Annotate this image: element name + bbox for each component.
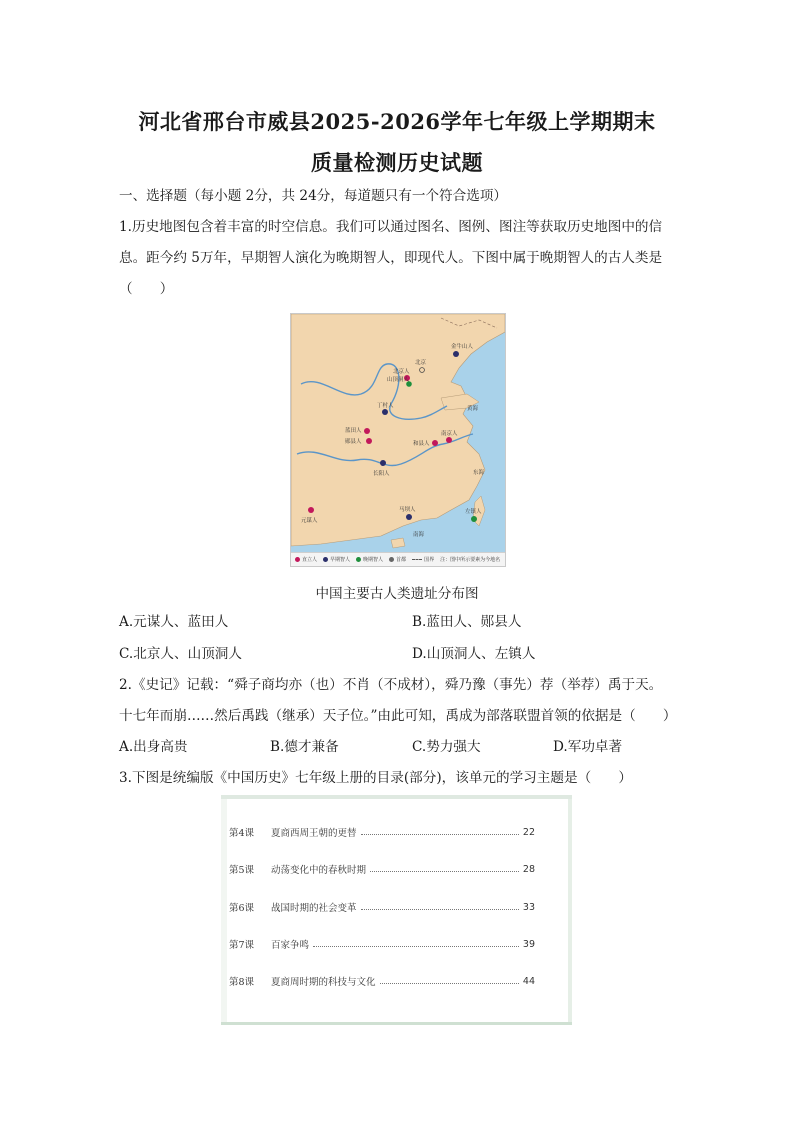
- toc-lesson-number: 第4课: [229, 828, 255, 839]
- site-label-beijing: 北京: [415, 360, 427, 366]
- toc-lesson-title: 夏商西周王朝的更替: [271, 828, 357, 839]
- site-label-yuanmou: 元谋人: [301, 518, 318, 524]
- toc-page-number: 22: [522, 826, 535, 838]
- q2-option-c: C.势力强大: [412, 739, 481, 755]
- q1-text-line3: （ ）: [119, 281, 174, 297]
- site-label-lantian: 蓝田人: [345, 428, 362, 434]
- map-caption: 中国主要古人类遗址分布图: [315, 586, 479, 602]
- q2-option-b: B.德才兼备: [270, 739, 339, 755]
- legend-border: 国界: [412, 556, 434, 563]
- site-marker-zuozhen: [471, 516, 477, 522]
- map-legend: [291, 552, 505, 566]
- toc-page-number: 33: [522, 901, 535, 913]
- toc-row: [229, 974, 535, 988]
- toc-page-number: 39: [522, 938, 535, 950]
- document-title-line2: 质量检测历史试题: [311, 150, 483, 175]
- q2-option-d: D.军功卓著: [553, 739, 623, 755]
- site-marker-yunxian: [366, 438, 372, 444]
- toc-lesson-title: 夏商周时期的科技与文化: [271, 977, 376, 988]
- toc-row: [229, 900, 535, 914]
- toc-dot-leader: [361, 909, 519, 910]
- q1-option-c: C.北京人、山顶洞人: [119, 646, 242, 662]
- site-label-upper-cave: 山顶洞人: [387, 377, 410, 383]
- toc-lesson-number: 第5课: [229, 865, 255, 876]
- water-label-nanhai: 南海: [413, 532, 425, 538]
- legend-dash-icon: [412, 559, 422, 560]
- site-label-hexian: 和县人: [413, 441, 430, 447]
- site-label-yunxian: 郧县人: [345, 439, 362, 445]
- site-marker-changyang: [380, 460, 386, 466]
- legend-dot-icon: [295, 557, 300, 562]
- toc-page-number: 44: [522, 975, 535, 987]
- toc-row: [229, 825, 535, 839]
- toc-page-number: 28: [522, 863, 535, 875]
- site-label-dingcun: 丁村人: [377, 403, 394, 409]
- legend-dot-icon: [389, 557, 394, 562]
- site-marker-jinniushan: [453, 351, 459, 357]
- toc-lesson-title: 战国时期的社会变革: [271, 903, 357, 914]
- water-label-huanghai: 黄海: [467, 406, 479, 412]
- toc-lesson-number: 第7课: [229, 940, 255, 951]
- toc-lesson-title: 百家争鸣: [271, 940, 310, 951]
- site-label-maba: 马坝人: [399, 507, 416, 513]
- q2-option-a: A.出身高贵: [119, 739, 188, 755]
- toc-dot-leader: [313, 946, 519, 947]
- toc-dot-leader: [370, 871, 519, 872]
- legend-note: 注：图中所示要素为今地名: [440, 557, 501, 563]
- site-label-peking-man: 北京人: [393, 369, 410, 375]
- ancient-human-sites-map: [290, 313, 506, 567]
- site-label-jinniushan: 金牛山人: [451, 344, 474, 350]
- toc-lesson-number: 第6课: [229, 903, 255, 914]
- q1-text-line1: 1.历史地图包含着丰富的时空信息。我们可以通过图名、图例、图注等获取历史地图中的信: [119, 219, 663, 235]
- q1-option-d: D.山顶洞人、左镇人: [412, 646, 536, 662]
- legend-capital: 首都: [389, 556, 406, 563]
- document-title-line1: 河北省邢台市威县2025-2026学年七年级上学期期末: [138, 109, 656, 134]
- water-label-donghai: 东海: [473, 470, 485, 476]
- legend-homo-erectus: 直立人: [295, 556, 317, 563]
- legend-late-sapiens: 晚期智人: [356, 556, 383, 563]
- toc-dot-leader: [380, 983, 519, 984]
- site-label-zuozhen: 左镇人: [465, 509, 482, 515]
- q2-text-line1: 2.《史记》记载：“舜子商均亦（也）不肖（不成材），舜乃豫（事先）荐（举荐）禹于天。: [119, 677, 663, 693]
- legend-dot-icon: [323, 557, 328, 562]
- toc-row: [229, 937, 535, 951]
- site-marker-lantian: [364, 428, 370, 434]
- toc-dot-leader: [361, 834, 519, 835]
- site-label-changyang: 长阳人: [373, 471, 390, 477]
- site-marker-maba: [406, 514, 412, 520]
- q2-text-line2: 十七年而崩……然后禹践（继承）天子位。”由此可知，禹成为部落联盟首领的依据是（ ）: [119, 708, 677, 724]
- q1-option-b: B.蓝田人、郧县人: [412, 614, 522, 630]
- textbook-contents-image: [221, 795, 572, 1023]
- toc-lesson-number: 第8课: [229, 977, 255, 988]
- section-heading: 一、选择题（每小题 2分，共 24分，每道题只有一个符合选项）: [119, 188, 508, 204]
- site-marker-yuanmou: [308, 507, 314, 513]
- toc-lesson-title: 动荡变化中的春秋时期: [271, 865, 367, 876]
- q1-option-a: A.元谋人、蓝田人: [119, 614, 229, 630]
- site-label-nanjing: 南京人: [441, 431, 458, 437]
- legend-dot-icon: [356, 557, 361, 562]
- q3-text-line1: 3.下图是统编版《中国历史》七年级上册的目录(部分)，该单元的学习主题是（ ）: [119, 770, 632, 786]
- site-marker-hexian: [432, 440, 438, 446]
- site-marker-dingcun: [382, 409, 388, 415]
- legend-early-sapiens: 早期智人: [323, 556, 350, 563]
- q1-text-line2: 息。距今约 5万年，早期智人演化为晚期智人，即现代人。下图中属于晚期智人的古人类是: [119, 250, 663, 266]
- site-marker-nanjing: [446, 437, 452, 443]
- toc-row: [229, 862, 535, 876]
